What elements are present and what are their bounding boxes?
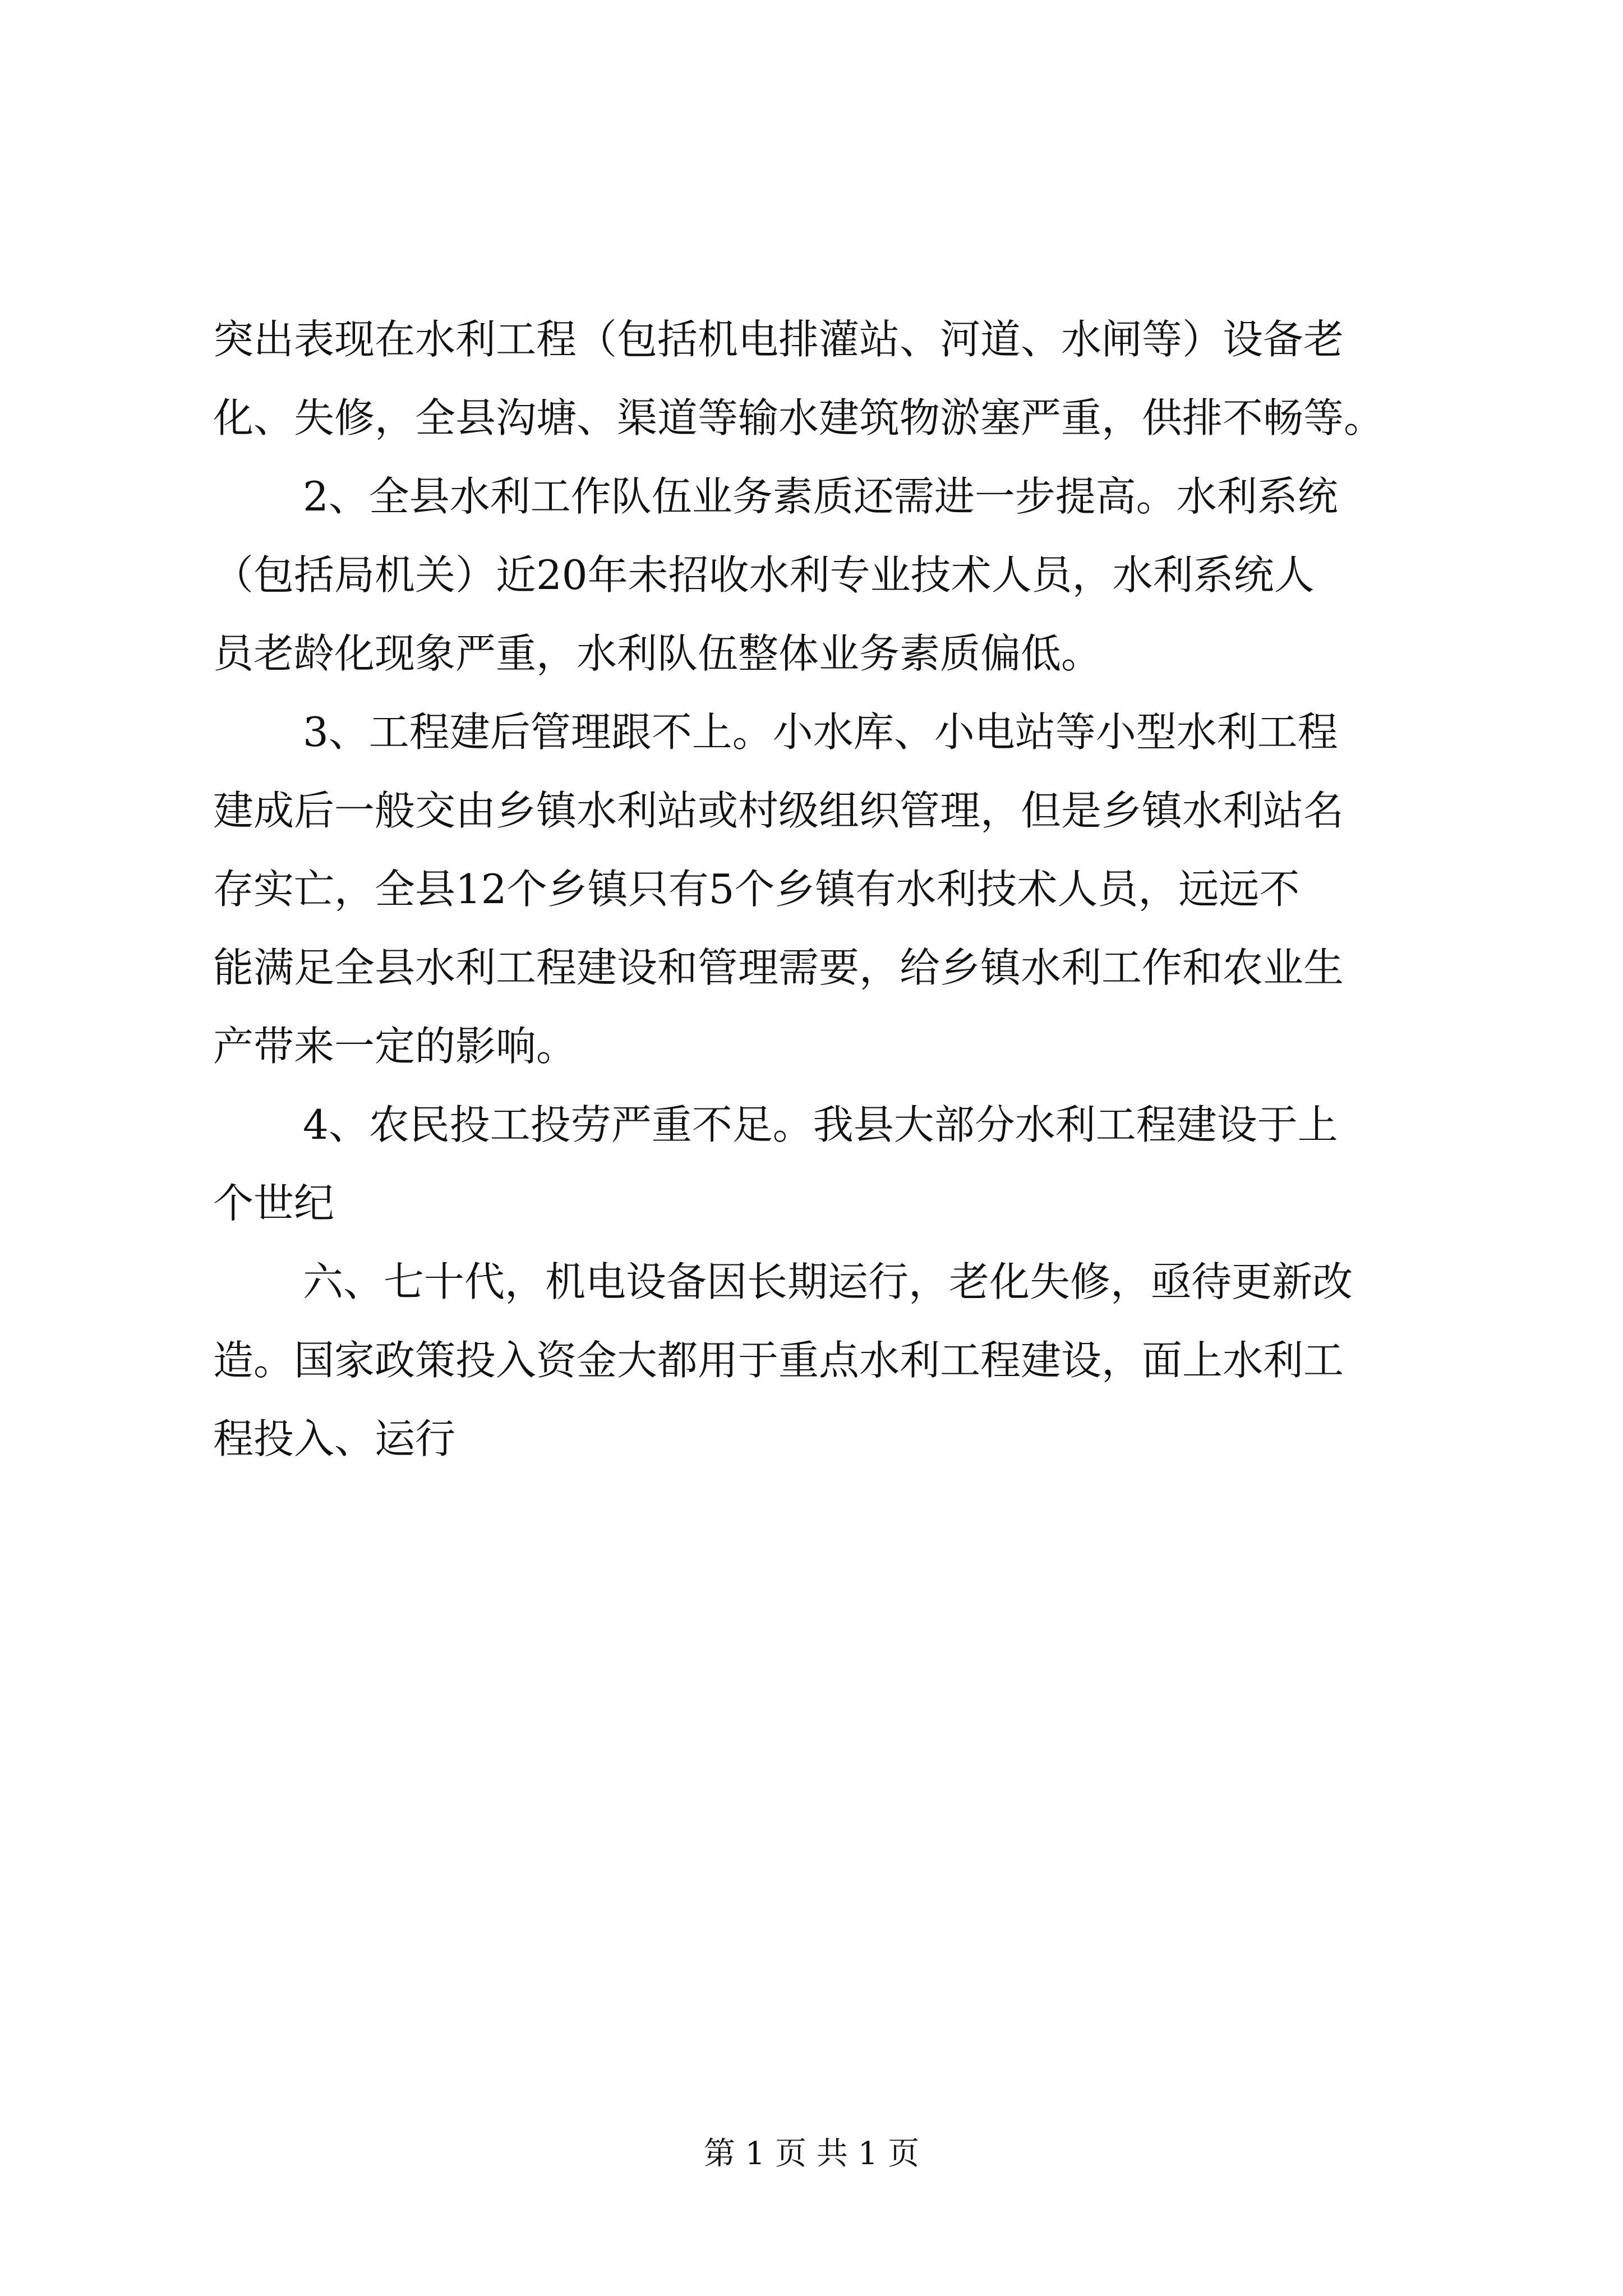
paragraph-line: 能满足全县水利工程建设和管理需要，给乡镇水利工作和农业生	[213, 944, 1344, 991]
paragraph-line: 4、农民投工投劳严重不足。我县大部分水利工程建设于上	[303, 1101, 1338, 1148]
paragraph-line: 2、全县水利工作队伍业务素质还需进一步提高。水利系统	[303, 473, 1338, 520]
paragraph-line: 建成后一般交由乡镇水利站或村级组织管理，但是乡镇水利站名	[213, 787, 1344, 834]
paragraph-line: 3、工程建后管理跟不上。小水库、小电站等小型水利工程	[303, 708, 1338, 756]
paragraph-line: 产带来一定的影响。	[213, 1023, 577, 1070]
paragraph-line: （包括局机关）近20年未招收水利专业技术人员，水利系统人	[213, 551, 1315, 599]
paragraph-line: 存实亡，全县12个乡镇只有5个乡镇有水利技术人员，远远不	[213, 866, 1300, 913]
paragraph-line: 程投入、运行	[213, 1415, 456, 1462]
paragraph-line: 六、七十代，机电设备因长期运行，老化失修，亟待更新改	[303, 1258, 1353, 1305]
paragraph-line: 突出表现在水利工程（包括机电排灌站、河道、水闸等）设备老	[213, 316, 1344, 363]
paragraph-line: 化、失修，全县沟塘、渠道等输水建筑物淤塞严重，供排不畅等。	[213, 394, 1385, 441]
paragraph-line: 个世纪	[213, 1180, 335, 1227]
paragraph-line: 员老龄化现象严重，水利队伍整体业务素质偏低。	[213, 630, 1102, 677]
paragraph-line: 造。国家政策投入资金大都用于重点水利工程建设，面上水利工	[213, 1337, 1344, 1384]
document-body	[213, 300, 1422, 1478]
page-footer: 第 1 页 共 1 页	[703, 2136, 920, 2172]
